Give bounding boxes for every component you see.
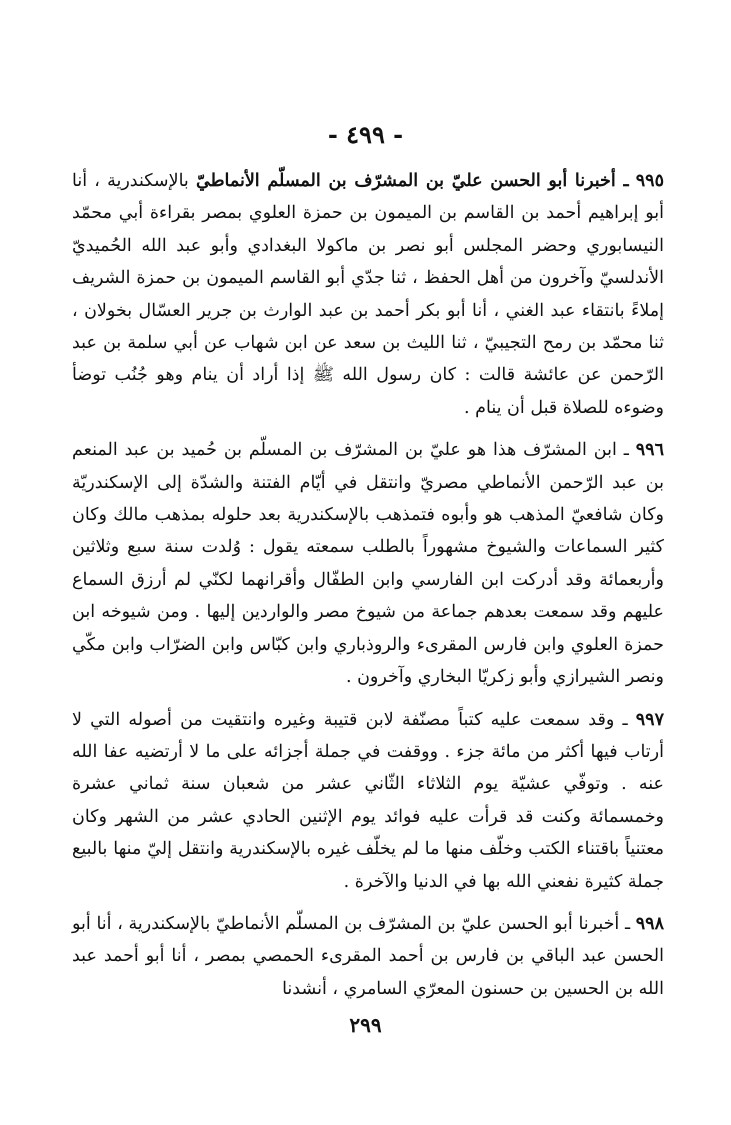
entry-996	[72, 434, 664, 693]
entry-998	[72, 908, 664, 1005]
entry-997	[72, 704, 664, 898]
entry-text: بالإسكندرية ، أنا أبو إبراهيم أحمد بن القاسم بن الميمون بن حمزة العلوي بمصر بقراءة أبي محمّد النيسابوري وحضر المجلس أبو نصر بن ماكولا البغدادي وأبو عبد الله الحُميديّ الأندلسيّ وآخرون من أهل الحفظ ، ثنا جدّي أبو القاسم الميمون بن حمزة الشريف إملاءً بانتقاء عبد الغني ، أنا أبو بكر أحمد بن عبد الوارث بن جرير العسّال بخولان ، ثنا محمّد بن رمح التجيبيّ ، ثنا الليث بن سعد عن ابن شهاب عن أبي سلمة بن عبد الرّحمن عن عائشة قالت : كان رسول الله ﷺ إذا أراد أن ينام وهو جُنُب توضأ وضوءه للصلاة قبل أن ينام .	[72, 171, 664, 418]
page-body	[72, 165, 664, 1005]
page-number-top: - ٤٩٩ -	[327, 120, 404, 149]
entry-995	[72, 165, 664, 424]
entry-text: عبد المنعم بن عبد الرّحمن الأنماطي مصريّ وانتقل في أيّام الفتنة والشدّة إلى الإسكندريّة وكان شافعيّ المذهب هو وأبوه فتمذهب بالإسكندرية بعد حلوله بمذهب مالك وكان كثير السماعات والشيوخ مشهوراً بالطلب سمعته يقول : وُلدت سنة سبع وثلاثين وأربعمائة وقد أدركت ابن الفارسي وابن الطفّال وأقرانهما لكنّي لم أرزق السماع عليهم وقد سمعت بعدهم جماعة من شيوخ مصر والواردين إليها . ومن شيوخه ابن حمزة العلوي وابن فارس المقرىء والروذباري وابن كبّاس وابن الضرّاب وابن مكّي ونصر الشيرازي وأبو زكريّا البخاري وآخرون .	[72, 440, 664, 688]
entry-text: لا أرتاب فيها أكثر من مائة جزء . ووقفت في جملة أجزائه على ما لا أرتضيه عفا الله عنه . وتوفّي عشيّة يوم الثلاثاء الثّاني عشر من شعبان سنة ثماني عشرة وخمسمائة وكنت قد قرأت عليه فوائد يوم الإثنين الحادي عشر من الشهر وكان معتنياً باقتناء الكتب وخلّف منها ما لم يخلّف غيره بالإسكندرية وانتقل إليّ منها بالبيع جملة كثيرة نفعني الله بها في الدنيا والآخرة .	[72, 709, 664, 892]
entry-number: ٩٩٧	[635, 709, 664, 730]
entry-number: ٩٩٦	[635, 440, 664, 461]
entry-lead: ـ أخبرنا أبو الحسن عليّ بن المشرّف بن المسلّم الأنماطيّ	[215, 913, 631, 934]
entry-lead: ـ أخبرنا أبو الحسن عليّ بن المشرّف بن المسلّم الأنماطيّ	[195, 171, 629, 191]
entry-number: ٩٩٨	[635, 913, 664, 934]
entry-lead: ـ ابن المشرّف هذا هو عليّ بن المشرّف بن المسلّم بن حُميد بن	[156, 440, 629, 461]
entry-number: ٩٩٥	[635, 171, 664, 191]
entry-text: بالإسكندرية ، أنا أبو الحسن عبد الباقي بن فارس بن أحمد المقرىء الحمصي بمصر ، أنا أبو أحمد عبد الله بن الحسين بن حسنون المعرّي السامري ، أنشدنا	[72, 913, 664, 999]
page-number-bottom: ٢٩٩	[349, 1013, 382, 1037]
entry-lead: ـ وقد سمعت عليه كتباً مصنّفة لابن قتيبة وغيره وانتقيت من أصوله التي	[90, 709, 628, 730]
